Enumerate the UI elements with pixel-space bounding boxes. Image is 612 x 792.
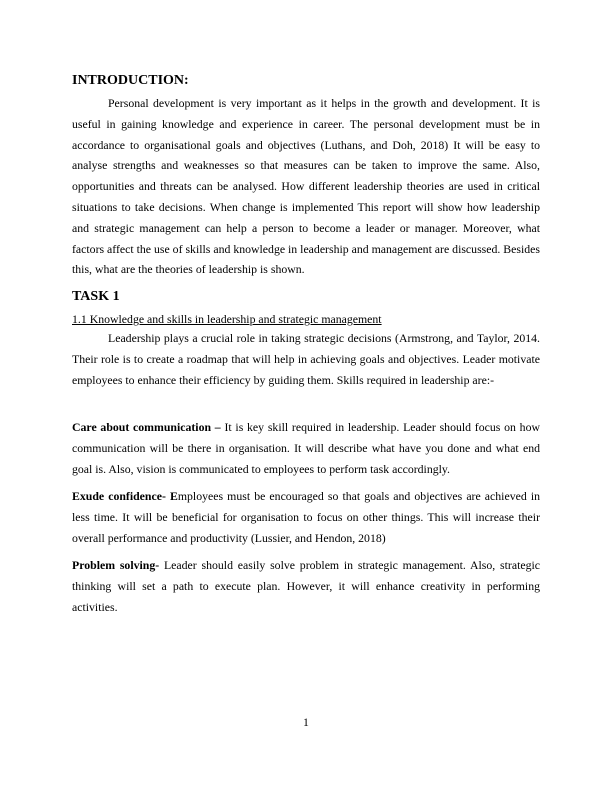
leadership-paragraph: Leadership plays a crucial role in taking strategic decisions (Armstrong, and Taylor, 2014. Their role is to create a roadmap that will help in achieving goals and objectives. Leader motivate employees to enhance their efficiency by guiding them. Skills required in leadership are:-: [72, 331, 540, 387]
problem-solving-label: Problem solving-: [72, 558, 160, 572]
confidence-label: Exude confidence- E: [72, 489, 178, 503]
section-subheading: 1.1 Knowledge and skills in leadership and strategic management: [72, 312, 382, 326]
confidence-text: mployees must be encouraged so that goals and objectives are achieved in less time. It will be beneficial for organisation to focus on other things. This will increase their overall performance and productivity (Lussier, and Hendon, 2018): [72, 489, 541, 545]
communication-paragraph: [72, 417, 540, 479]
problem-solving-text: Leader should easily solve problem in strategic management. Also, strategic thinking will set a path to execute plan. However, it will enhance creativity in performing activities.: [72, 558, 541, 614]
communication-text: It is key skill required in leadership. Leader should focus on how communication will be there in organisation. It will describe what have you done and what end goal is. Also, vision is communicated to employees to perform task accordingly.: [72, 420, 540, 476]
problem-solving-paragraph: [72, 555, 540, 617]
introduction-paragraph: Personal development is very important as it helps in the growth and development. It is useful in gaining knowledge and experience in career. The personal development must be in accordance to organisational goals and objectives (Luthans, and Doh, 2018) It will be easy to analyse strengths and weaknesses so that measures can be taken to improve the same. Also, opportunities and threats can be analysed. How different leadership theories are used in critical situations to take decisions. When change is implemented This report will show how leadership and strategic management can help a person to become a leader or manager. Moreover, what factors affect the use of skills and knowledge in leadership and management are discussed. Besides this, what are the theories of leadership is shown.: [72, 96, 540, 277]
task-heading: TASK 1: [72, 289, 120, 304]
confidence-paragraph: [72, 486, 540, 548]
communication-label: Care about communication –: [72, 420, 221, 434]
page-number: 1: [303, 715, 309, 729]
introduction-heading: INTRODUCTION:: [72, 73, 189, 88]
